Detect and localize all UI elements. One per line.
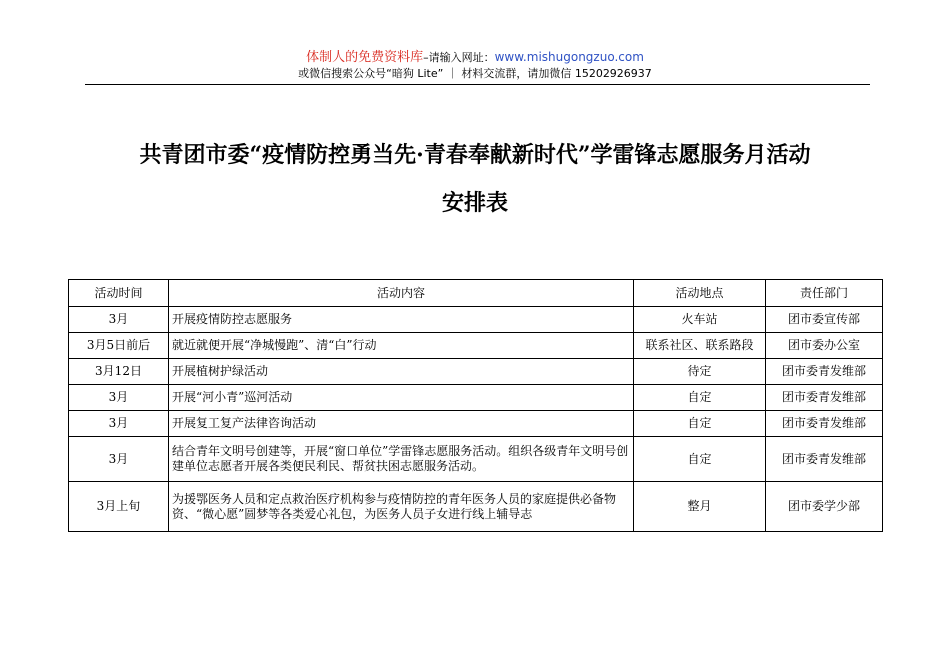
cell-dept: 团市委学少部 xyxy=(766,482,883,532)
cell-dept: 团市委青发维部 xyxy=(766,411,883,437)
table-row xyxy=(69,385,883,411)
url-link[interactable]: www.mishugongzuo.com xyxy=(494,50,644,64)
table-row xyxy=(69,307,883,333)
url-prompt: –请输入网址： xyxy=(423,51,495,64)
cell-dept: 团市委青发维部 xyxy=(766,359,883,385)
table-row xyxy=(69,411,883,437)
table-row xyxy=(69,482,883,532)
cell-content: 开展植树护绿活动 xyxy=(169,359,634,385)
header-dept: 责任部门 xyxy=(766,280,883,307)
cell-place: 联系社区、联系路段 xyxy=(634,333,766,359)
header-content: 活动内容 xyxy=(169,280,634,307)
cell-content: 开展“河小青”巡河活动 xyxy=(169,385,634,411)
cell-content: 为援鄂医务人员和定点救治医疗机构参与疫情防控的青年医务人员的家庭提供必备物资、“微心愿”圆梦等各类爱心礼包，为医务人员子女进行线上辅导志 xyxy=(169,482,634,532)
header-divider xyxy=(85,84,870,85)
cell-time: 3月12日 xyxy=(69,359,169,385)
cell-time: 3月上旬 xyxy=(69,482,169,532)
header-line-2: 或微信搜索公众号“暗狗 Lite” ｜ 材料交流群，请加微信 15202926937 xyxy=(298,67,652,80)
page-header xyxy=(0,50,950,81)
schedule-table xyxy=(68,279,883,532)
cell-content: 开展复工复产法律咨询活动 xyxy=(169,411,634,437)
cell-dept: 团市委办公室 xyxy=(766,333,883,359)
table-row xyxy=(69,333,883,359)
cell-time: 3月 xyxy=(69,307,169,333)
doc-title-line-2: 安排表 xyxy=(441,190,508,216)
cell-content: 就近就便开展“净城慢跑”、清“白”行动 xyxy=(169,333,634,359)
header-place: 活动地点 xyxy=(634,280,766,307)
table-row xyxy=(69,359,883,385)
cell-place: 火车站 xyxy=(634,307,766,333)
cell-place: 自定 xyxy=(634,385,766,411)
cell-time: 3月5日前后 xyxy=(69,333,169,359)
cell-time: 3月 xyxy=(69,385,169,411)
cell-dept: 团市委青发维部 xyxy=(766,385,883,411)
doc-title-line-1: 共青团市委“疫情防控勇当先·青春奉献新时代”学雷锋志愿服务月活动 xyxy=(139,142,811,168)
cell-time: 3月 xyxy=(69,411,169,437)
header-line-1 xyxy=(0,50,950,65)
cell-content: 开展疫情防控志愿服务 xyxy=(169,307,634,333)
cell-dept: 团市委宣传部 xyxy=(766,307,883,333)
cell-dept: 团市委青发维部 xyxy=(766,437,883,482)
table-row xyxy=(69,437,883,482)
table-header-row xyxy=(69,280,883,307)
cell-place: 待定 xyxy=(634,359,766,385)
brand-text: 体制人的免费资料库 xyxy=(306,50,424,65)
cell-time: 3月 xyxy=(69,437,169,482)
cell-place: 整月 xyxy=(634,482,766,532)
cell-place: 自定 xyxy=(634,437,766,482)
cell-place: 自定 xyxy=(634,411,766,437)
cell-content: 结合青年文明号创建等，开展“窗口单位”学雷锋志愿服务活动。组织各级青年文明号创建单位志愿者开展各类便民利民、帮贫扶困志愿服务活动。 xyxy=(169,437,634,482)
header-time: 活动时间 xyxy=(69,280,169,307)
